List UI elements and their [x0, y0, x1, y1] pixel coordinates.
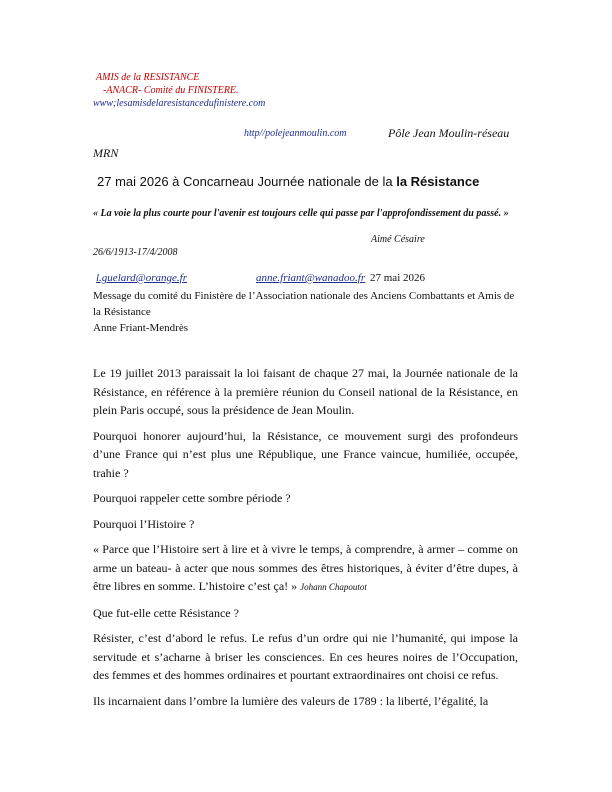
- paragraph-quote: [93, 540, 518, 597]
- paragraph: Ils incarnaient dans l’ombre la lumière des valeurs de 1789 : la liberté, l’égalité, la: [93, 693, 489, 708]
- message-intro: Message du comité du Finistère de l’Association nationale des Anciens Combattants et Amis de la Résistance: [93, 290, 515, 318]
- paragraph: Le 19 juillet 2013 paraissait la loi faisant de chaque 27 mai, la Journée nationale de la Résistance, en référence à la première réunion du Conseil national de la Résistance, en plein Paris occupé, sous la présidence de Jean Moulin.: [93, 366, 518, 417]
- org-name-line1: AMIS de la RESISTANCE: [96, 72, 200, 83]
- email-link-guelard[interactable]: l.guelard@orange.fr: [96, 272, 187, 284]
- page-title-text: 27 mai 2026 à Concarneau Journée nationale de la: [97, 174, 397, 189]
- org-name-line2: -ANACR- Comité du FINISTERE.: [103, 85, 239, 96]
- message-signature: Anne Friant-Mendrès: [93, 322, 189, 334]
- paragraph: Pourquoi honorer aujourd’hui, la Résistance, ce mouvement surgi des profondeurs d’une France qui n’est plus une République, une France vaincue, humiliée, occupée, trahie ?: [93, 428, 518, 480]
- page-title: [97, 174, 479, 189]
- paragraph: Que fut-elle cette Résistance ?: [93, 605, 239, 620]
- epigraph-quote: « La voie la plus courte pour l'avenir est toujours celle qui passe par l'approfondissement du passé. »: [93, 208, 509, 219]
- email-link-friant[interactable]: anne.friant@wanadoo.fr: [256, 272, 366, 284]
- paragraph: Résister, c’est d’abord le refus. Le refus d’un ordre qui nie l’humanité, qui impose la servitude et s’acharne à briser les consciences. En ces heures noires de l’Occupation, des femmes et des hommes ordinaires et pourtant extraordinaires ont choisi ce refus.: [93, 631, 518, 682]
- quote-author: Johann Chapoutot: [300, 582, 367, 592]
- message-date: 27 mai 2026: [370, 272, 425, 284]
- epigraph-author: Aimé Césaire: [371, 234, 425, 245]
- mrn-label: MRN: [93, 146, 119, 160]
- document-body: [93, 364, 518, 717]
- website-link[interactable]: www;lesamisdelaresistancedufinistere.com: [93, 98, 266, 109]
- quote-text: « Parce que l’Histoire sert à lire et à vivre le temps, à comprendre, à armer – comme on arme un bateau- à acter que nous sommes des êtres historiques, à éviter d’être dupes, à être libres en somme. L’histoire c’est ça! »: [93, 542, 518, 593]
- pole-jean-moulin-link[interactable]: http//polejeanmoulin.com: [244, 128, 347, 139]
- paragraph: Pourquoi l’Histoire ?: [93, 516, 195, 531]
- paragraph: Pourquoi rappeler cette sombre période ?: [93, 491, 291, 505]
- pole-jean-moulin-name: Pôle Jean Moulin-réseau: [388, 126, 510, 140]
- message-header: [93, 288, 523, 336]
- page-title-bold: la Résistance: [396, 174, 480, 189]
- epigraph-dates: 26/6/1913-17/4/2008: [93, 247, 178, 258]
